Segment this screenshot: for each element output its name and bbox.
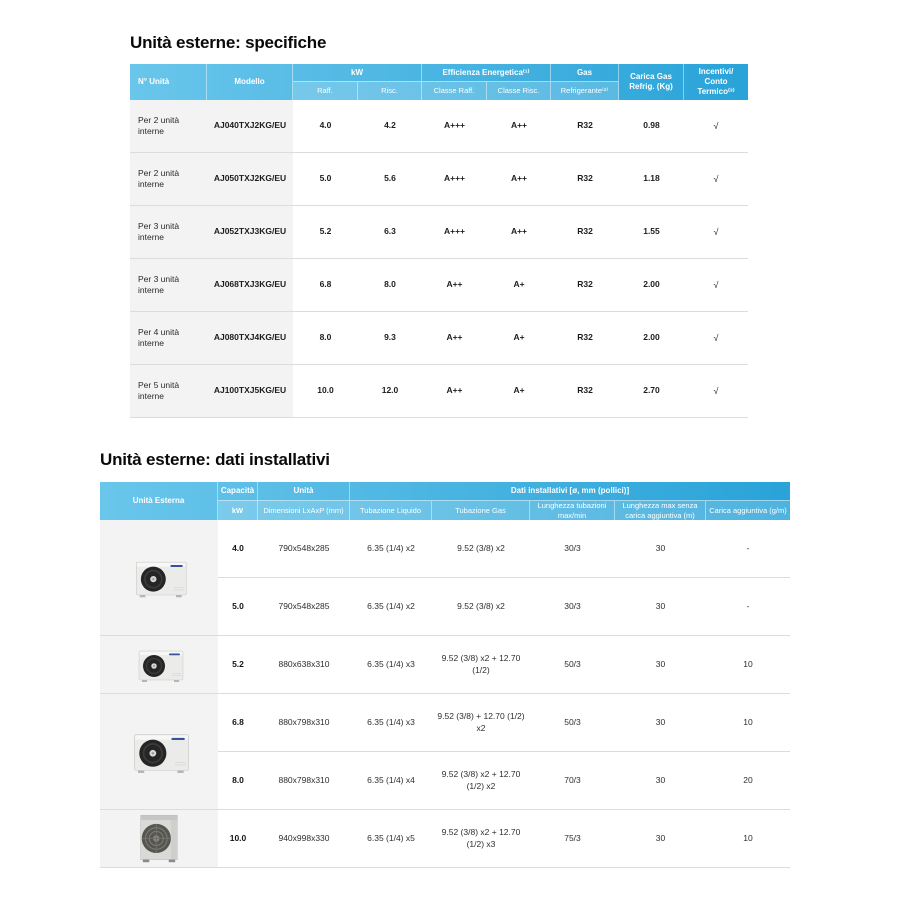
cell-modello: AJ100TXJ5KG/EU [207,365,293,418]
cell-kw-risc: 4.2 [358,100,422,153]
cell-incentivi-check: √ [684,312,748,365]
outdoor-unit-illustration [132,813,186,865]
cell-gas: R32 [551,206,619,259]
header-lunghezza-tubazioni: Lunghezza tubazioni max/min [530,500,615,520]
cell-incentivi-check: √ [684,259,748,312]
page-title-specifiche: Unità esterne: specifiche [130,33,327,52]
cell-kw-raff: 8.0 [293,312,358,365]
cell-kw-risc: 6.3 [358,206,422,259]
cell-tubazione-liquido: 6.35 (1/4) x2 [350,520,432,578]
cell-classe-raff: A++ [422,259,487,312]
cell-modello: AJ050TXJ2KG/EU [207,153,293,206]
header-carica-aggiuntiva: Carica aggiuntiva (g/m) [706,500,790,520]
header-incentivi: Incentivi/ Conto Termico⁽³⁾ [697,67,735,96]
cell-gas: R32 [551,259,619,312]
cell-tubazione-gas: 9.52 (3/8) x2 + 12.70 (1/2) x2 [432,752,530,810]
header-classe-risc: Classe Risc. [487,81,551,100]
header-classe-raff: Classe Raff. [422,81,487,100]
cell-lunghezza-max: 30 [615,694,706,752]
cell-lunghezza-tubazioni: 50/3 [530,636,615,694]
cell-lunghezza-tubazioni: 30/3 [530,578,615,636]
cell-incentivi-check: √ [684,206,748,259]
cell-kw-raff: 4.0 [293,100,358,153]
cell-lunghezza-max: 30 [615,578,706,636]
cell-n-unita: Per 3 unità interne [130,206,207,259]
cell-modello: AJ040TXJ2KG/EU [207,100,293,153]
header-tubazione-gas: Tubazione Gas [432,500,530,520]
cell-carica: 2.70 [619,365,684,418]
header-risc: Risc. [358,81,422,100]
cell-kw-raff: 5.0 [293,153,358,206]
cell-capacita: 4.0 [218,520,258,578]
cell-tubazione-liquido: 6.35 (1/4) x4 [350,752,432,810]
cell-tubazione-gas: 9.52 (3/8) x2 [432,520,530,578]
cell-kw-risc: 8.0 [358,259,422,312]
cell-n-unita: Per 4 unità interne [130,312,207,365]
cell-carica-aggiuntiva: 10 [706,636,790,694]
cell-n-unita: Per 5 unità interne [130,365,207,418]
cell-n-unita: Per 2 unità interne [130,100,207,153]
cell-carica-aggiuntiva: - [706,578,790,636]
spec-table-body [130,100,748,418]
cell-incentivi-check: √ [684,365,748,418]
outdoor-unit-illustration [125,554,193,602]
outdoor-unit-illustration [122,726,196,778]
header-group-efficienza: Efficienza Energetica⁽¹⁾ [422,64,551,81]
cell-classe-risc: A++ [487,153,551,206]
cell-gas: R32 [551,312,619,365]
cell-gas: R32 [551,100,619,153]
cell-gas: R32 [551,365,619,418]
cell-tubazione-liquido: 6.35 (1/4) x3 [350,636,432,694]
cell-incentivi-check: √ [684,100,748,153]
outdoor-unit-front-xl-icon [100,810,218,868]
cell-n-unita: Per 2 unità interne [130,153,207,206]
install-table-header [100,482,790,520]
header-n-unita: N° Unità [130,64,207,100]
header-tubazione-liquido: Tubazione Liquido [350,500,432,520]
install-table-body [100,520,790,868]
cell-tubazione-liquido: 6.35 (1/4) x5 [350,810,432,868]
header-group-gas: Gas [551,64,619,81]
cell-carica-aggiuntiva: 10 [706,694,790,752]
header-group-dati-installativi: Dati installativi [ø, mm (pollici)] [510,486,630,495]
cell-classe-risc: A++ [487,206,551,259]
header-group-kw: kW [293,64,422,81]
outdoor-unit-illustration [128,644,190,686]
header-carica-gas: Carica Gas Refrig. (Kg) [619,64,684,100]
header-modello: Modello [207,64,293,100]
cell-dimensioni: 880x798x310 [258,694,350,752]
cell-capacita: 5.2 [218,636,258,694]
cell-lunghezza-tubazioni: 75/3 [530,810,615,868]
outdoor-unit-side-large-icon [100,694,218,810]
cell-classe-risc: A+ [487,312,551,365]
cell-kw-raff: 6.8 [293,259,358,312]
spec-table-header [130,64,748,100]
cell-kw-risc: 12.0 [358,365,422,418]
cell-lunghezza-max: 30 [615,810,706,868]
cell-carica: 1.18 [619,153,684,206]
header-group-capacita: Capacità [218,482,258,500]
header-dimensioni: Dimensioni LxAxP (mm) [258,500,350,520]
cell-classe-risc: A+ [487,259,551,312]
page-title-dati-installativi: Unità esterne: dati installativi [100,450,330,469]
cell-kw-raff: 5.2 [293,206,358,259]
cell-dimensioni: 790x548x285 [258,578,350,636]
spec-table [130,64,748,418]
cell-classe-raff: A++ [422,365,487,418]
cell-lunghezza-max: 30 [615,752,706,810]
cell-capacita: 5.0 [218,578,258,636]
cell-lunghezza-tubazioni: 50/3 [530,694,615,752]
header-lunghezza-max: Lunghezza max senza carica aggiuntiva (m) [615,500,706,520]
cell-kw-risc: 9.3 [358,312,422,365]
header-kw: kW [218,500,258,520]
cell-dimensioni: 790x548x285 [258,520,350,578]
cell-kw-risc: 5.6 [358,153,422,206]
cell-modello: AJ052TXJ3KG/EU [207,206,293,259]
cell-carica-aggiuntiva: 10 [706,810,790,868]
cell-tubazione-gas: 9.52 (3/8) + 12.70 (1/2) x2 [432,694,530,752]
cell-capacita: 8.0 [218,752,258,810]
cell-carica: 2.00 [619,259,684,312]
header-refrigerante: Refrigerante⁽²⁾ [551,81,619,100]
cell-capacita: 6.8 [218,694,258,752]
cell-classe-raff: A+++ [422,206,487,259]
cell-tubazione-gas: 9.52 (3/8) x2 + 12.70 (1/2) x3 [432,810,530,868]
cell-carica: 2.00 [619,312,684,365]
cell-modello: AJ080TXJ4KG/EU [207,312,293,365]
cell-tubazione-liquido: 6.35 (1/4) x2 [350,578,432,636]
cell-carica-aggiuntiva: - [706,520,790,578]
cell-modello: AJ068TXJ3KG/EU [207,259,293,312]
cell-dimensioni: 940x998x330 [258,810,350,868]
install-table [100,482,790,868]
cell-classe-risc: A+ [487,365,551,418]
cell-lunghezza-tubazioni: 70/3 [530,752,615,810]
header-raff: Raff. [293,81,358,100]
cell-gas: R32 [551,153,619,206]
header-unita-esterna: Unità Esterna [100,482,218,520]
cell-classe-risc: A++ [487,100,551,153]
cell-tubazione-gas: 9.52 (3/8) x2 + 12.70 (1/2) [432,636,530,694]
cell-carica: 1.55 [619,206,684,259]
outdoor-unit-side-small-icon [100,520,218,636]
cell-n-unita: Per 3 unità interne [130,259,207,312]
cell-kw-raff: 10.0 [293,365,358,418]
cell-lunghezza-max: 30 [615,520,706,578]
cell-classe-raff: A+++ [422,153,487,206]
cell-carica: 0.98 [619,100,684,153]
outdoor-unit-side-medium-icon [100,636,218,694]
cell-tubazione-gas: 9.52 (3/8) x2 [432,578,530,636]
cell-incentivi-check: √ [684,153,748,206]
cell-lunghezza-tubazioni: 30/3 [530,520,615,578]
cell-dimensioni: 880x638x310 [258,636,350,694]
cell-carica-aggiuntiva: 20 [706,752,790,810]
cell-lunghezza-max: 30 [615,636,706,694]
header-group-unita: Unità [258,482,350,500]
cell-dimensioni: 880x798x310 [258,752,350,810]
cell-capacita: 10.0 [218,810,258,868]
cell-tubazione-liquido: 6.35 (1/4) x3 [350,694,432,752]
cell-classe-raff: A+++ [422,100,487,153]
cell-classe-raff: A++ [422,312,487,365]
